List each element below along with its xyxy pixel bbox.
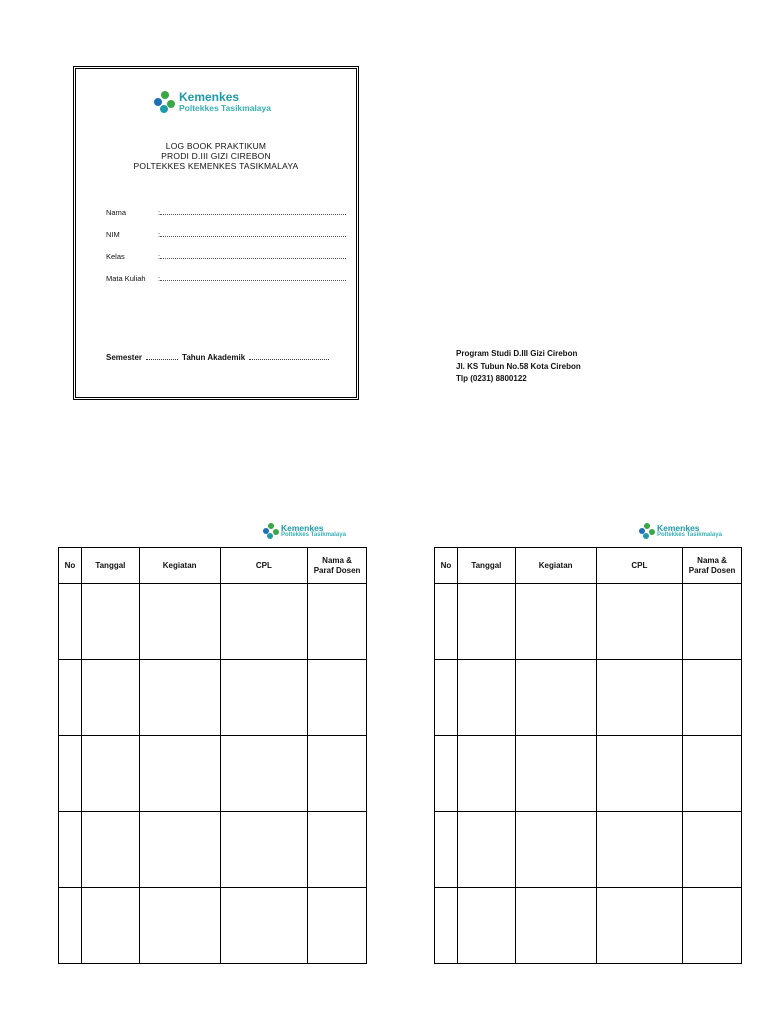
table-row <box>59 812 367 888</box>
address-block <box>456 348 581 386</box>
field-nim <box>106 230 346 239</box>
header-nama-paraf: Nama & Paraf Dosen <box>683 548 742 584</box>
field-separator: : <box>158 230 161 239</box>
table-cell <box>457 584 515 660</box>
semester-label: Semester <box>106 353 143 362</box>
table-cell <box>457 812 515 888</box>
logo-brand: Kemenkes <box>281 522 324 533</box>
table-cell <box>435 660 458 736</box>
field-kelas <box>106 252 346 261</box>
table-cell <box>515 660 596 736</box>
title-line: POLTEKKES KEMENKES TASIKMALAYA <box>133 161 299 171</box>
table-cell <box>139 660 220 736</box>
table-cell <box>139 812 220 888</box>
header-nama-paraf: Nama & Paraf Dosen <box>308 548 367 584</box>
table-cell <box>435 812 458 888</box>
logo-subtitle: Poltekkes Tasikmalaya <box>657 532 722 539</box>
table-cell <box>59 660 82 736</box>
table-row <box>435 584 742 660</box>
table-cell <box>139 736 220 812</box>
table-cell <box>515 812 596 888</box>
tahun-label: Tahun Akademik <box>182 353 246 362</box>
cover-title <box>76 141 356 171</box>
table-cell <box>81 736 139 812</box>
table-cell <box>308 660 367 736</box>
field-label: NIM <box>106 230 120 239</box>
table-row <box>59 888 367 964</box>
table-row <box>59 736 367 812</box>
table-cell <box>139 584 220 660</box>
address-line: Jl. KS Tubun No.58 Kota Cirebon <box>456 361 581 371</box>
table-cell <box>683 812 742 888</box>
header-no: No <box>59 548 82 584</box>
table-row <box>435 888 742 964</box>
header-kegiatan: Kegiatan <box>139 548 220 584</box>
fill-line <box>160 230 346 237</box>
table-row <box>59 584 367 660</box>
log-logo-left <box>263 523 346 539</box>
table-cell <box>81 888 139 964</box>
table-cell <box>59 584 82 660</box>
header-kegiatan: Kegiatan <box>515 548 596 584</box>
log-table-right <box>434 547 742 964</box>
field-nama <box>106 208 346 217</box>
logo-brand: Kemenkes <box>179 90 240 105</box>
table-cell <box>81 660 139 736</box>
logo-subtitle: Poltekkes Tasikmalaya <box>281 532 346 539</box>
table-cell <box>515 888 596 964</box>
table-cell <box>596 736 683 812</box>
table-row <box>435 812 742 888</box>
table-cell <box>59 736 82 812</box>
log-table-body <box>435 584 742 964</box>
header-cpl: CPL <box>596 548 683 584</box>
title-line: LOG BOOK PRAKTIKUM <box>165 141 267 151</box>
table-cell <box>683 660 742 736</box>
field-separator: : <box>158 208 161 217</box>
table-cell <box>220 812 308 888</box>
log-table-body <box>59 584 367 964</box>
table-cell <box>59 888 82 964</box>
table-cell <box>596 888 683 964</box>
table-cell <box>457 736 515 812</box>
table-cell <box>683 888 742 964</box>
table-cell <box>308 888 367 964</box>
header-cpl: CPL <box>220 548 308 584</box>
table-cell <box>220 736 308 812</box>
table-cell <box>139 888 220 964</box>
table-row <box>435 660 742 736</box>
field-label: Nama <box>106 208 127 217</box>
table-row <box>435 736 742 812</box>
field-label: Kelas <box>106 252 125 261</box>
field-separator: : <box>158 252 161 261</box>
semester-line <box>106 353 329 362</box>
address-line: Program Studi D.III Gizi Cirebon <box>456 349 578 358</box>
table-cell <box>220 584 308 660</box>
cover-logo <box>154 91 271 113</box>
log-logo-right <box>639 523 722 539</box>
table-cell <box>596 812 683 888</box>
fill-line <box>160 208 346 215</box>
table-cell <box>683 584 742 660</box>
header-tanggal: Tanggal <box>457 548 515 584</box>
log-table-left <box>58 547 367 964</box>
field-separator: : <box>158 274 161 283</box>
table-cell <box>457 888 515 964</box>
table-cell <box>515 736 596 812</box>
table-row <box>59 660 367 736</box>
field-mata-kuliah <box>106 274 346 283</box>
address-line: Tlp (0231) 8800122 <box>456 374 527 383</box>
header-tanggal: Tanggal <box>81 548 139 584</box>
table-cell <box>308 812 367 888</box>
fill-line <box>160 274 346 281</box>
tahun-fill <box>249 359 329 360</box>
table-cell <box>596 584 683 660</box>
table-cell <box>435 736 458 812</box>
table-cell <box>596 660 683 736</box>
cover-page <box>73 66 359 400</box>
field-label: Mata Kuliah <box>106 274 146 283</box>
table-cell <box>220 888 308 964</box>
table-cell <box>435 888 458 964</box>
table-cell <box>81 584 139 660</box>
table-cell <box>435 584 458 660</box>
title-line: PRODI D.III GIZI CIREBON <box>161 151 271 161</box>
kemenkes-logo-icon <box>263 523 279 539</box>
table-cell <box>683 736 742 812</box>
semester-fill <box>146 359 178 360</box>
table-cell <box>308 736 367 812</box>
kemenkes-logo-icon <box>639 523 655 539</box>
kemenkes-logo-icon <box>154 91 176 113</box>
table-cell <box>220 660 308 736</box>
logo-subtitle: Poltekkes Tasikmalaya <box>179 103 271 114</box>
fill-line <box>160 252 346 259</box>
table-cell <box>308 584 367 660</box>
table-cell <box>59 812 82 888</box>
table-cell <box>457 660 515 736</box>
table-cell <box>515 584 596 660</box>
header-no: No <box>435 548 458 584</box>
table-cell <box>81 812 139 888</box>
logo-brand: Kemenkes <box>657 522 700 533</box>
